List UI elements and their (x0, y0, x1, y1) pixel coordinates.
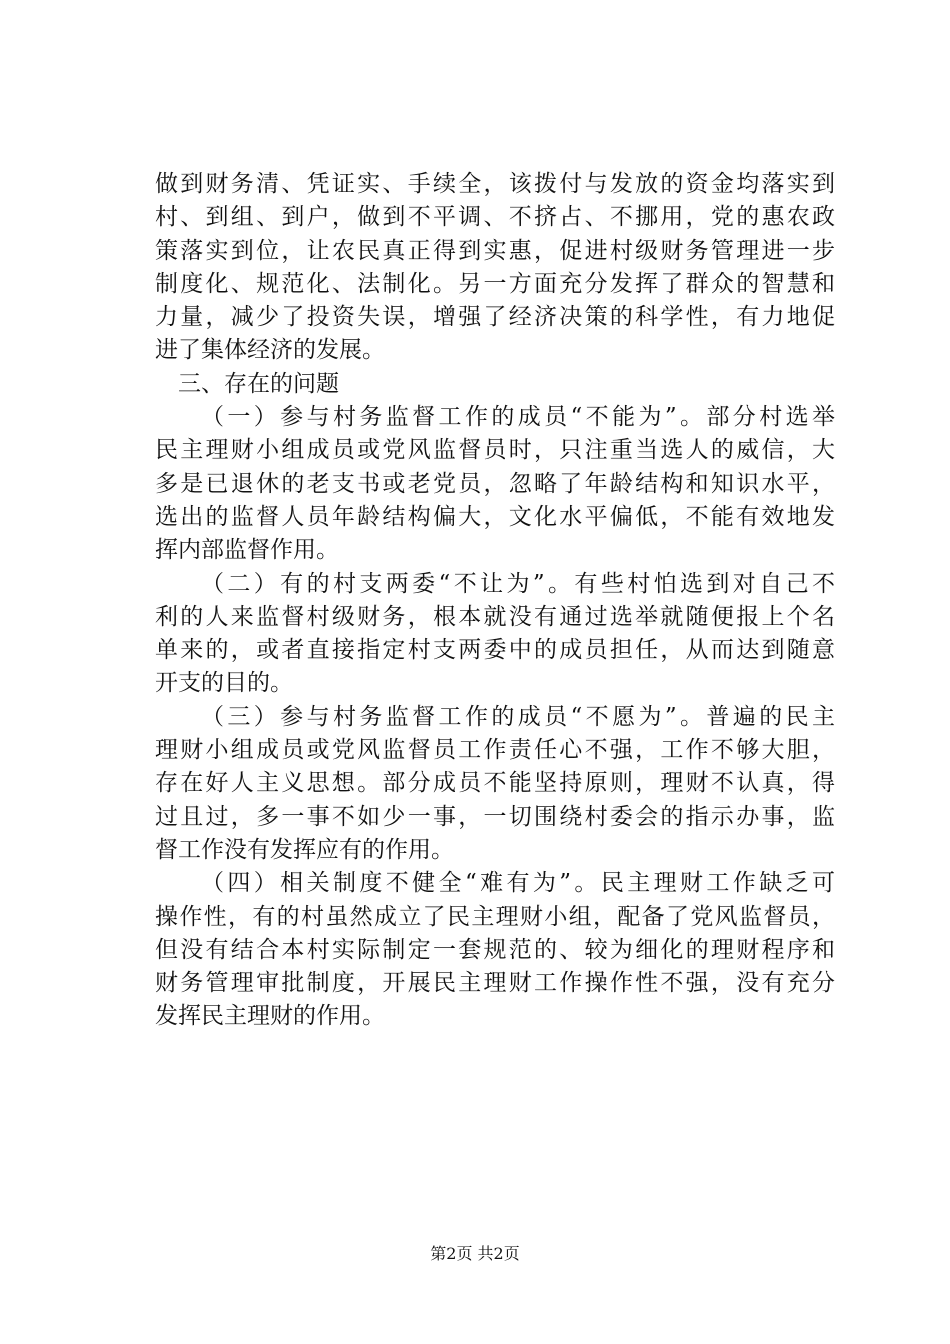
text-line: 村、到组、到户，做到不平调、不挤占、不挪用，党的惠农政 (155, 204, 835, 231)
text-line: 单来的，或者直接指定村支两委中的成员担任，从而达到随意 (155, 637, 835, 664)
text-line: （二）有的村支两委“不让为”。有些村怕选到对自己不 (201, 570, 835, 597)
text-line: 操作性，有的村虽然成立了民主理财小组，配备了党风监督员， (155, 903, 835, 930)
text-line: 策落实到位，让农民真正得到实惠，促进村级财务管理进一步 (155, 237, 835, 264)
page-indicator: 第2页 共2页 (430, 1244, 520, 1263)
section-heading: 三、存在的问题 (178, 370, 339, 397)
text-line: 但没有结合本村实际制定一套规范的、较为细化的理财程序和 (155, 936, 835, 963)
text-line: 理财小组成员或党风监督员工作责任心不强，工作不够大胆， (155, 737, 835, 764)
text-line: （三）参与村务监督工作的成员“不愿为”。普遍的民主 (201, 703, 835, 730)
paragraph-continuation (155, 168, 835, 368)
text-line: 力量，减少了投资失误，增强了经济决策的科学性，有力地促 (155, 304, 835, 331)
text-line: （一）参与村务监督工作的成员“不能为”。部分村选举 (201, 404, 835, 431)
issue-paragraph-4 (155, 867, 835, 1033)
text-line: 做到财务清、凭证实、手续全，该拨付与发放的资金均落实到 (155, 171, 835, 197)
text-line: 督工作没有发挥应有的作用。 (155, 836, 454, 863)
text-line: 过且过，多一事不如少一事，一切围绕村委会的指示办事，监 (155, 803, 835, 830)
issue-paragraph-2 (155, 568, 835, 701)
text-line: 民主理财小组成员或党风监督员时，只注重当选人的威信，大 (155, 437, 835, 464)
text-line: 制度化、规范化、法制化。另一方面充分发挥了群众的智慧和 (155, 270, 835, 297)
issue-paragraph-3 (155, 701, 835, 867)
page-footer (0, 1243, 950, 1265)
text-line: 选出的监督人员年龄结构偏大，文化水平偏低，不能有效地发 (155, 503, 835, 530)
text-line: 多是已退休的老支书或老党员，忽略了年龄结构和知识水平， (155, 470, 835, 497)
text-line: 财务管理审批制度，开展民主理财工作操作性不强，没有充分 (155, 970, 835, 997)
text-line: 挥内部监督作用。 (155, 537, 339, 564)
text-line: 开支的目的。 (155, 670, 293, 697)
document-body (155, 168, 835, 1034)
text-line: 存在好人主义思想。部分成员不能坚持原则，理财不认真，得 (155, 770, 835, 797)
issue-paragraph-1 (155, 401, 835, 567)
text-line: 利的人来监督村级财务，根本就没有通过选举就随便报上个名 (155, 603, 835, 630)
text-line: 进了集体经济的发展。 (155, 337, 385, 364)
text-line: 发挥民主理财的作用。 (155, 1003, 385, 1030)
text-line: （四）相关制度不健全“难有为”。民主理财工作缺乏可 (201, 870, 835, 897)
